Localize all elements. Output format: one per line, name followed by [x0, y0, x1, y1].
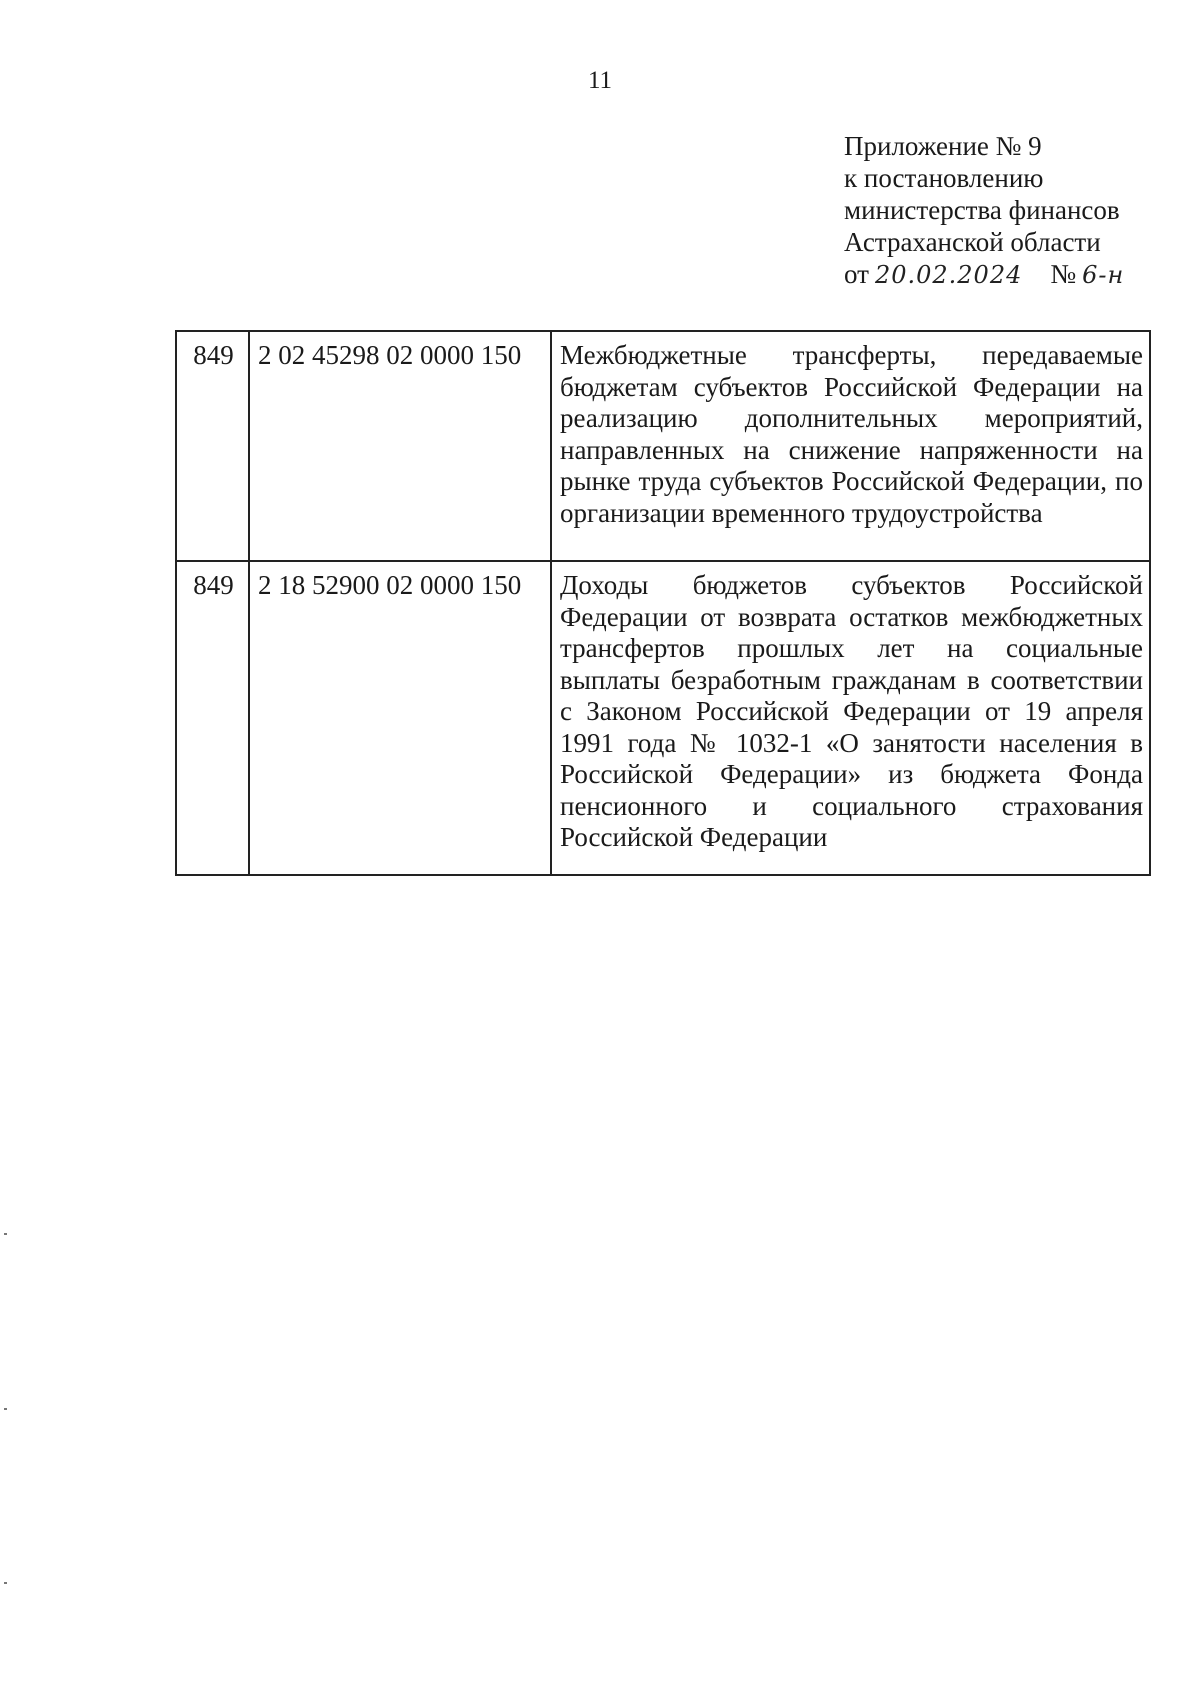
appendix-line-resolution: к постановлению: [844, 163, 1044, 193]
description-cell: Межбюджетные трансферты, передаваемые бюджетам субъектов Российской Федерации на реализацию дополнительных мероприятий, направленных на снижение напряженности на рынке труда субъектов Российской Федерации, по организации временного трудоустройства: [551, 331, 1150, 561]
number-prefix: №: [1050, 259, 1077, 289]
table-row: [176, 331, 1150, 561]
admin-code-cell: 849: [176, 561, 249, 875]
scan-margin-mark: [4, 1233, 7, 1235]
handwritten-number: 6-н: [1082, 261, 1125, 289]
admin-code-cell: 849: [176, 331, 249, 561]
scan-margin-mark: [4, 1582, 7, 1584]
income-code-cell: 2 02 45298 02 0000 150: [249, 331, 551, 561]
description-cell: Доходы бюджетов субъектов Российской Федерации от возврата остатков межбюджетных трансфертов прошлых лет на социальные выплаты безработным гражданам в соответствии с Законом Российской Федерации от 19 апреля 1991 года № 1032-1 «О занятости населения в Российской Федерации» из бюджета Фонда пенсионного и социального страхования Российской Федерации: [551, 561, 1150, 875]
income-codes-table: [175, 330, 1151, 876]
appendix-header: [844, 130, 1174, 291]
handwritten-date: 20.02.2024: [874, 261, 1023, 289]
income-code-cell: 2 18 52900 02 0000 150: [249, 561, 551, 875]
appendix-date-line: [844, 258, 1174, 291]
appendix-line-ministry: министерства финансов: [844, 195, 1120, 225]
appendix-title: Приложение № 9: [844, 131, 1042, 161]
scan-margin-mark: [4, 1408, 7, 1410]
appendix-line-region: Астраханской области: [844, 227, 1101, 257]
date-prefix: от: [844, 259, 869, 289]
table-row: [176, 561, 1150, 875]
page-number: 11: [587, 67, 613, 94]
